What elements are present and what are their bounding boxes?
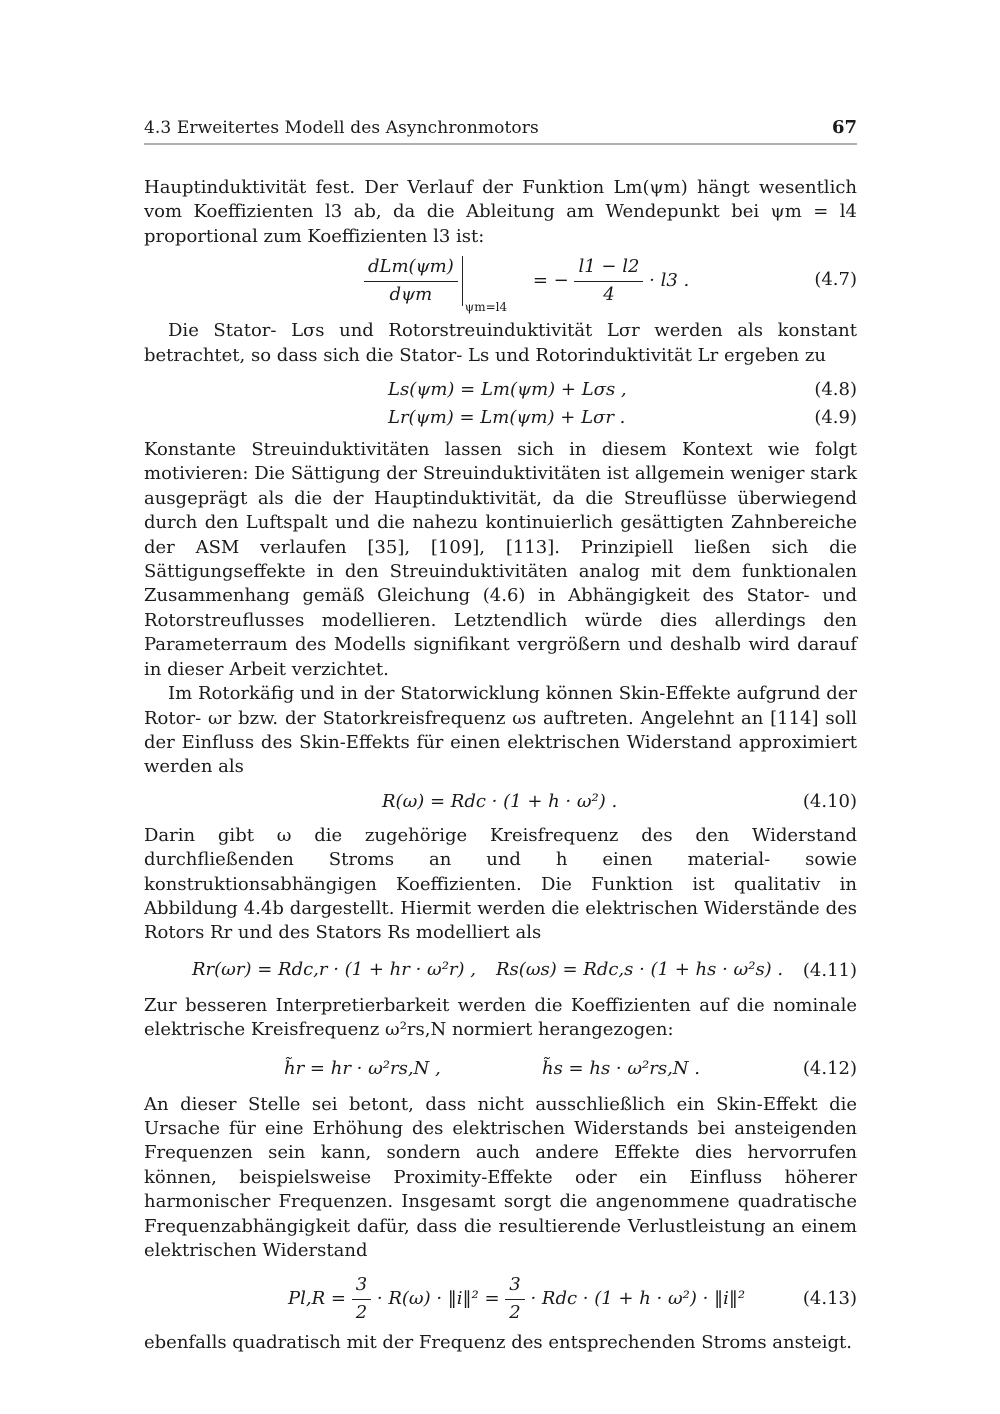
eq413-fraction-2: $\frac{3}{2}$: [505, 1273, 524, 1325]
equation-4-9: Lr(ψm) = Lm(ψm) + Lσr . (4.9): [144, 404, 857, 432]
eq47-rhs-tail: · l3 .: [649, 270, 690, 292]
running-header: [144, 118, 857, 144]
equation-number: (4.7): [814, 269, 857, 291]
eq413-lhs: Pl,R =: [288, 1288, 346, 1310]
equation-4-7: $\frac{\text{dLm(ψm)}}{\text{dψm}}$ $_{\psi m=l4}$ = − $\frac{l1 - l2}{4}$ · l3 . (4.7): [144, 249, 857, 311]
paragraph-3: Konstante Streuinduktivitäten lassen sich in diesem Kontext wie folgt motivieren: Die Sättigung der Streuinduktivitäten ist allgemein weniger stark ausgeprägt als die der Hauptinduktivität, da die Streuflüsse überwiegend durch den Luftspalt und die nahezu kontinuierlich gesättigten Zahnbereiche der ASM verlaufen [35], [109], [113]. Prinzipiell ließen sich die Sättigungseffekte in den Streuinduktivitäten analog mit dem funktionalen Zusammenhang gemäß Gleichung (4.6) in Abhängigkeit des Stator- und Rotorstreuflusses modellieren. Letztendlich würde dies allerdings den Parameterraum des Modells signifikant vergrößern und deshalb wird darauf in dieser Arbeit verzichtet.: [144, 439, 857, 680]
eq47-evaluation-point: ψm=l4: [464, 299, 508, 314]
equation-number: (4.9): [814, 406, 857, 428]
page-number: 67: [831, 117, 857, 138]
main-text: [144, 176, 857, 1356]
equation-4-11: [144, 952, 857, 990]
paragraph-6: Zur besseren Interpretierbarkeit werden die Koeffizienten auf die nominale elektrische Kreisfrequenz ω²rs,N normiert herangezogen:: [144, 994, 857, 1041]
eq413-middle: · R(ω) · ‖i‖² =: [376, 1288, 500, 1310]
section-title: 4.3 Erweitertes Modell des Asynchronmotors: [144, 118, 539, 138]
eq413-fraction-1: $\frac{3}{2}$: [352, 1273, 371, 1325]
equation-number: (4.13): [802, 1288, 857, 1310]
equation-number: (4.11): [802, 959, 857, 981]
eq411-stator: Rs(ωs) = Rdc,s · (1 + hs · ω²s) .: [496, 958, 784, 980]
paragraph-7: An dieser Stelle sei betont, dass nicht ausschließlich ein Skin-Effekt die Ursache für eine Erhöhung des elektrischen Widerstands bei ansteigenden Frequenzen sein kann, sondern auch andere Effekte dies hervorrufen können, beispielsweise Proximity-Effekte oder ein Einfluss höherer harmonischer Frequenzen. Insgesamt sorgt die angenommene quadratische Frequenzabhängigkeit dafür, dass die resultierende Verlustleistung an einem elektrischen Widerstand: [144, 1093, 857, 1261]
eq47-lhs-fraction: $\frac{\text{dLm(ψm)}}{\text{dψm}}$: [364, 255, 458, 307]
equation-4-10: R(ω) = Rdc · (1 + h · ω²) . (4.10): [144, 784, 857, 820]
eq412-stator: h̃s = hs · ω²rs,N .: [542, 1057, 701, 1079]
paragraph-1: Hauptinduktivität fest. Der Verlauf der Funktion Lm(ψm) hängt wesentlich vom Koeffizienten l3 ab, da die Ableitung am Wendepunkt bei ψm = l4 proportional zum Koeffizienten l3 ist:: [144, 177, 857, 247]
equation-4-13: [144, 1269, 857, 1329]
eq47-rhs-fraction: $\frac{l1 - l2}{4}$: [574, 255, 643, 307]
eq412-rotor: h̃r = hr · ω²rs,N ,: [284, 1057, 441, 1079]
paragraph-8: ebenfalls quadratisch mit der Frequenz des entsprechenden Stroms ansteigt.: [144, 1332, 852, 1354]
header-rule: [144, 143, 857, 145]
equation-4-12: [144, 1049, 857, 1089]
equation-number: (4.8): [814, 378, 857, 400]
eq413-tail: · Rdc · (1 + h · ω²) · ‖i‖²: [530, 1288, 746, 1310]
eq411-rotor: Rr(ωr) = Rdc,r · (1 + hr · ω²r) ,: [192, 958, 476, 980]
equation-number: (4.12): [802, 1057, 857, 1079]
equation-number: (4.10): [802, 790, 857, 812]
paragraph-2: Die Stator- Lσs und Rotorstreuinduktivität Lσr werden als konstant betrachtet, so dass sich die Stator- Ls und Rotorinduktivität Lr ergeben zu: [144, 320, 857, 366]
paragraph-4: Im Rotorkäfig und in der Statorwicklung können Skin-Effekte aufgrund der Rotor- ωr bzw. der Statorkreisfrequenz ωs auftreten. Angelehnt an [114] soll der Einfluss des Skin-Effekts für einen elektrischen Widerstand approximiert werden als: [144, 683, 857, 778]
paragraph-5: Darin gibt ω die zugehörige Kreisfrequenz des den Widerstand durchfließenden Stroms an und h einen material- sowie konstruktionsabhängigen Koeffizienten. Die Funktion ist qualitativ in Abbildung 4.4b dargestellt. Hiermit werden die elektrischen Widerstände des Rotors Rr und des Stators Rs modelliert als: [144, 824, 857, 944]
equation-4-8: Ls(ψm) = Lm(ψm) + Lσs , (4.8): [144, 376, 857, 404]
